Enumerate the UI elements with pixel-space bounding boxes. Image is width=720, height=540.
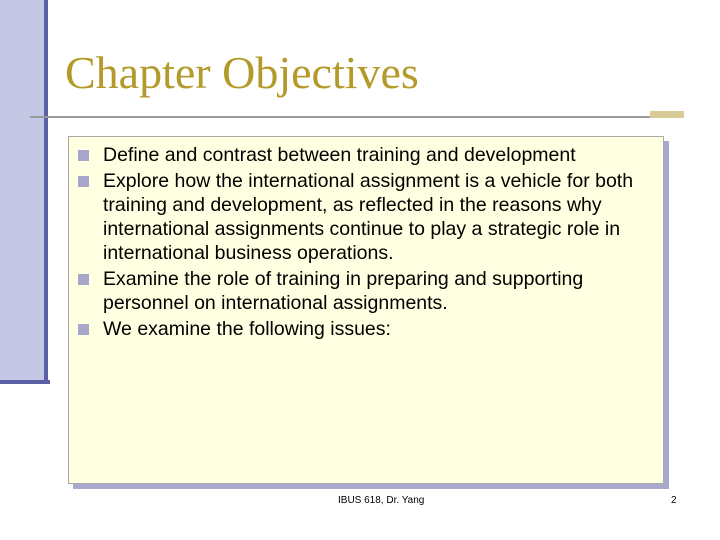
bullet-item <box>77 317 657 341</box>
title-divider-accent <box>650 111 684 118</box>
bullet-item <box>77 143 657 167</box>
bullet-text: We examine the following issues: <box>103 318 391 340</box>
content-box <box>68 136 664 484</box>
title-divider <box>30 116 684 118</box>
decorative-left-bar-edge <box>44 0 48 384</box>
square-bullet-icon <box>78 274 89 285</box>
bullet-item <box>77 169 657 265</box>
bullet-text: Explore how the international assignment is a vehicle for both training and development, as reflected in the reasons why international assignments continue to play a strategic role in international business operations. <box>103 170 634 264</box>
bullet-text: Examine the role of training in preparing and supporting personnel on international assignments. <box>103 268 584 314</box>
square-bullet-icon <box>78 150 89 161</box>
decorative-left-bar <box>0 0 47 383</box>
bullet-text: Define and contrast between training and development <box>103 144 576 166</box>
decorative-left-bar-shadow <box>0 380 50 384</box>
bullet-list <box>77 143 657 343</box>
square-bullet-icon <box>78 176 89 187</box>
slide-title: Chapter Objectives <box>65 47 419 98</box>
slide-footer: IBUS 618, Dr. Yang <box>338 495 425 506</box>
square-bullet-icon <box>78 324 89 335</box>
bullet-item <box>77 267 657 315</box>
page-number: 2 <box>671 495 677 506</box>
